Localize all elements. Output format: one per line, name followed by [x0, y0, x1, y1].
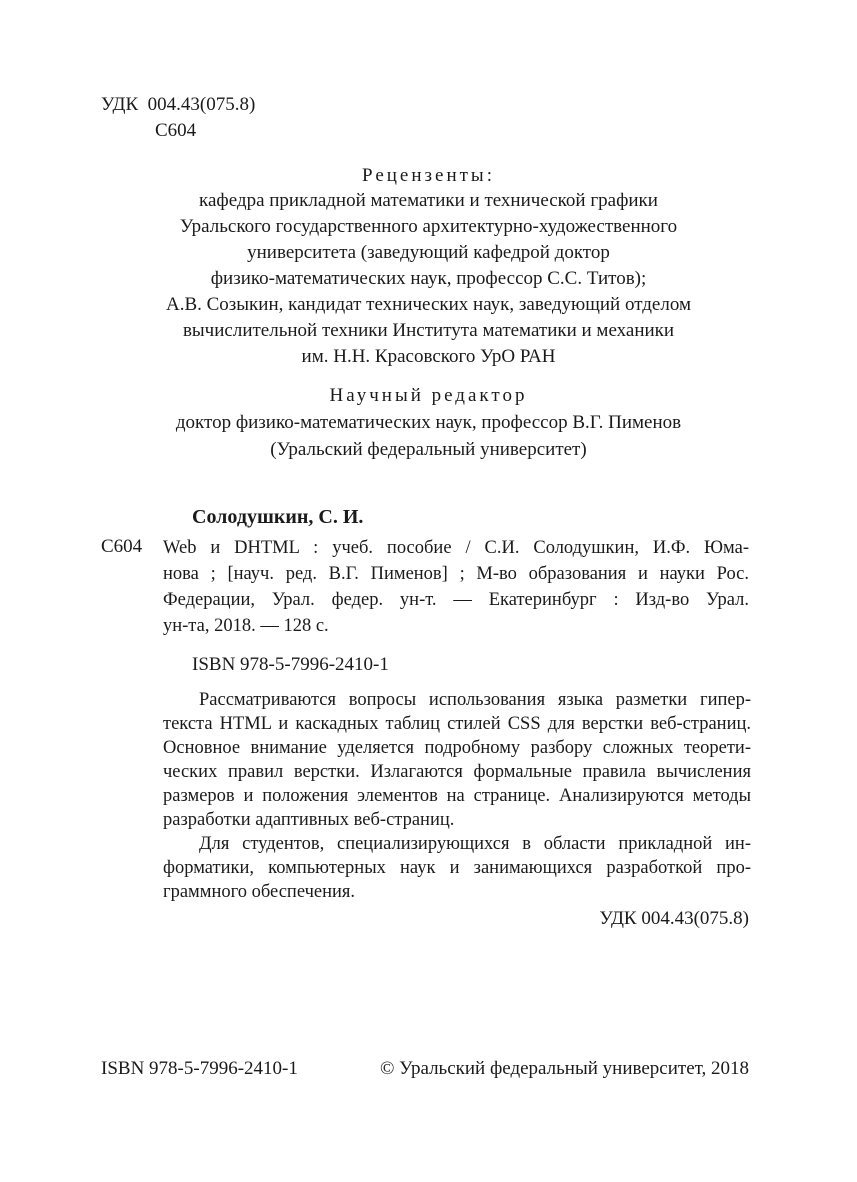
abstract-line: разработки адаптивных веб-страниц. [163, 810, 455, 830]
bib-line: нова ; [науч. ред. В.Г. Пименов] ; М-во образования и науки Рос. [163, 564, 749, 584]
abstract-line: Основное внимание уделяется подробному разбору сложных теорети- [163, 738, 751, 758]
reviewer-line: Уральского государственного архитектурно-художественного [179, 216, 678, 237]
abstract-paragraph-2 [163, 832, 751, 904]
reviewer-line: А.В. Созыкин, кандидат технических наук, заведующий отделом [165, 294, 692, 315]
abstract-line: граммного обеспечения. [163, 882, 356, 902]
abstract-line: ческих правил верстки. Излагаются формальные правила вычисления [163, 762, 751, 782]
udk-footer: УДК 004.43(075.8) [599, 908, 749, 929]
reviewers-heading: Рецензенты: [362, 165, 495, 186]
abstract-line: Для студентов, специализирующихся в области прикладной ин- [199, 834, 751, 854]
abstract-paragraph-1 [163, 688, 751, 832]
abstract-line: Рассматриваются вопросы использования языка разметки гипер- [199, 690, 751, 710]
abstract-line: размеров и положения элементов на странице. Анализируются методы [163, 786, 751, 806]
bib-description [163, 535, 749, 639]
abstract-line: форматики, компьютерных наук и занимающихся разработкой про- [163, 858, 751, 878]
reviewer-line: кафедра прикладной математики и технической графики [199, 190, 658, 211]
editor-line: (Уральский федеральный университет) [270, 439, 587, 460]
abstract-line: текста HTML и каскадных таблиц стилей CSS для верстки веб-страниц. [163, 714, 751, 734]
udk-header: УДК 004.43(075.8) [101, 94, 256, 115]
author-code: С604 [155, 120, 197, 141]
bib-author: Солодушкин, С. И. [192, 506, 364, 528]
bib-line: Web и DHTML : учеб. пособие / С.И. Солодушкин, И.Ф. Юма- [163, 538, 749, 558]
footer-copyright: © Уральский федеральный университет, 2018 [380, 1058, 749, 1079]
bib-line: Федерации, Урал. федер. ун-т. — Екатеринбург : Изд-во Урал. [163, 590, 749, 610]
reviewer-line: университета (заведующий кафедрой доктор [247, 242, 610, 263]
editor-heading: Научный редактор [329, 385, 528, 406]
editor-line: доктор физико-математических наук, профессор В.Г. Пименов [175, 412, 682, 433]
footer-isbn: ISBN 978-5-7996-2410-1 [101, 1058, 298, 1079]
reviewer-line: им. Н.Н. Красовского УрО РАН [301, 346, 556, 367]
bib-line: ун-та, 2018. — 128 с. [163, 616, 329, 636]
bib-code: С604 [101, 536, 143, 557]
reviewer-line: физико-математических наук, профессор С.С. Титов); [210, 268, 647, 289]
reviewer-line: вычислительной техники Института математики и механики [182, 320, 675, 341]
bib-isbn: ISBN 978-5-7996-2410-1 [192, 654, 389, 675]
